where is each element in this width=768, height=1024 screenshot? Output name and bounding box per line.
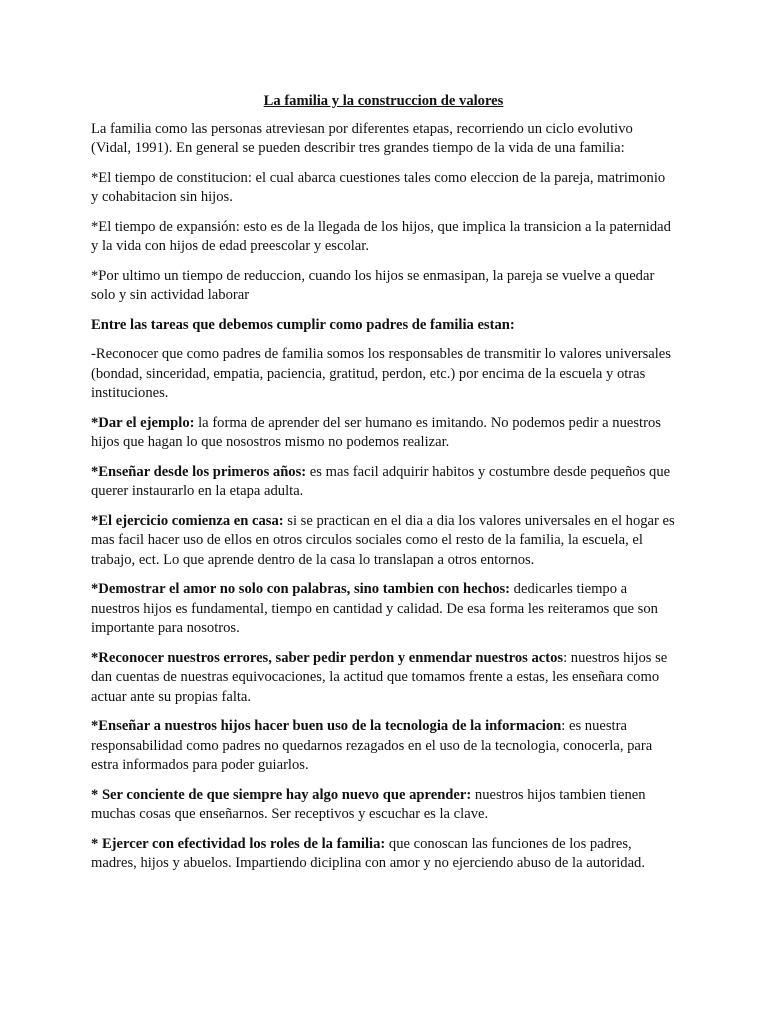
task-item [91,835,676,874]
stage-paragraph: *El tiempo de constitucion: el cual abarca cuestiones tales como eleccion de la pareja, matrimonio y cohabitacion sin hijos. [91,169,666,205]
task-item-title: * Ser conciente de que siempre hay algo nuevo que aprender: [91,786,472,803]
task-item-text: es mas facil adquirir habitos y costumbre desde pequeños que querer instaurarlo en la etapa adulta. [91,463,671,499]
tasks-heading: Entre las tareas que debemos cumplir como padres de familia estan: [91,316,515,333]
task-item-text: : nuestros hijos se dan cuentas de nuestras equivocaciones, la actitud que tomamos frente a estas, les enseñara como actuar ante su propias falta. [91,649,668,705]
task-item-text: la forma de aprender del ser humano es imitando. No podemos pedir a nuestros hijos que hagan lo que nosostros mismo no podemos realizar. [91,414,661,450]
task-item-title: *El ejercicio comienza en casa: [91,512,284,529]
task-item-title: *Reconocer nuestros errores, saber pedir perdon y enmendar nuestros actos [91,649,564,666]
task-item [91,717,676,776]
stage-paragraph: *El tiempo de expansión: esto es de la llegada de los hijos, que implica la transicion a la paternidad y la vida con hijos de edad preescolar y escolar. [91,218,671,254]
task-item-text: si se practican en el dia a dia los valores universales en el hogar es mas facil hacer uso de ellos en otros circulos sociales como el resto de la familia, la escuela, el trabajo, ect. Lo que aprende dentro de la casa lo translapan a otros entornos. [91,512,675,568]
recognize-paragraph: -Reconocer que como padres de familia somos los responsables de transmitir lo valores universales (bondad, sinceridad, empatia, paciencia, gratitud, perdon, etc.) por encima de la escuela y otras instituciones. [91,346,671,401]
task-item [91,463,676,502]
stage-paragraph: *Por ultimo un tiempo de reduccion, cuando los hijos se enmasipan, la pareja se vuelve a quedar solo y sin actividad laborar [91,267,655,303]
document-title: La familia y la construccion de valores [263,93,504,109]
task-item [91,512,676,571]
task-item-title: * Ejercer con efectividad los roles de la familia: [91,835,386,852]
task-item [91,786,676,825]
task-item-title: *Enseñar desde los primeros años: [91,463,307,480]
task-item [91,580,676,639]
task-item-title: *Dar el ejemplo: [91,414,195,431]
task-item-title: *Enseñar a nuestros hijos hacer buen uso de la tecnologia de la informacion [91,718,562,734]
task-item-text: nuestros hijos tambien tienen muchas cosas que enseñarnos. Ser receptivos y escuchar es la clave. [91,786,646,822]
task-item-text: : es nuestra responsabilidad como padres no quedarnos rezagados en el uso de la tecnologia, conocerla, para estra informados para poder guiarlos. [91,718,653,773]
intro-paragraph: La familia como las personas atreviesan por diferentes etapas, recorriendo un ciclo evolutivo (Vidal, 1991). En general se pueden describir tres grandes tiempo de la vida de una familia: [91,120,633,156]
task-item-title: *Demostrar el amor no solo con palabras, sino tambien con hechos: [91,581,511,597]
task-item [91,414,676,453]
task-item-text: dedicarles tiempo a nuestros hijos es fundamental, tiempo en cantidad y calidad. De esa forma les reiteramos que son importante para nosotros. [91,581,658,636]
task-item-text: que conoscan las funciones de los padres, madres, hijos y abuelos. Impartiendo diciplina con amor y no ejerciendo abuso de la autoridad. [91,835,645,871]
task-item [91,649,676,708]
